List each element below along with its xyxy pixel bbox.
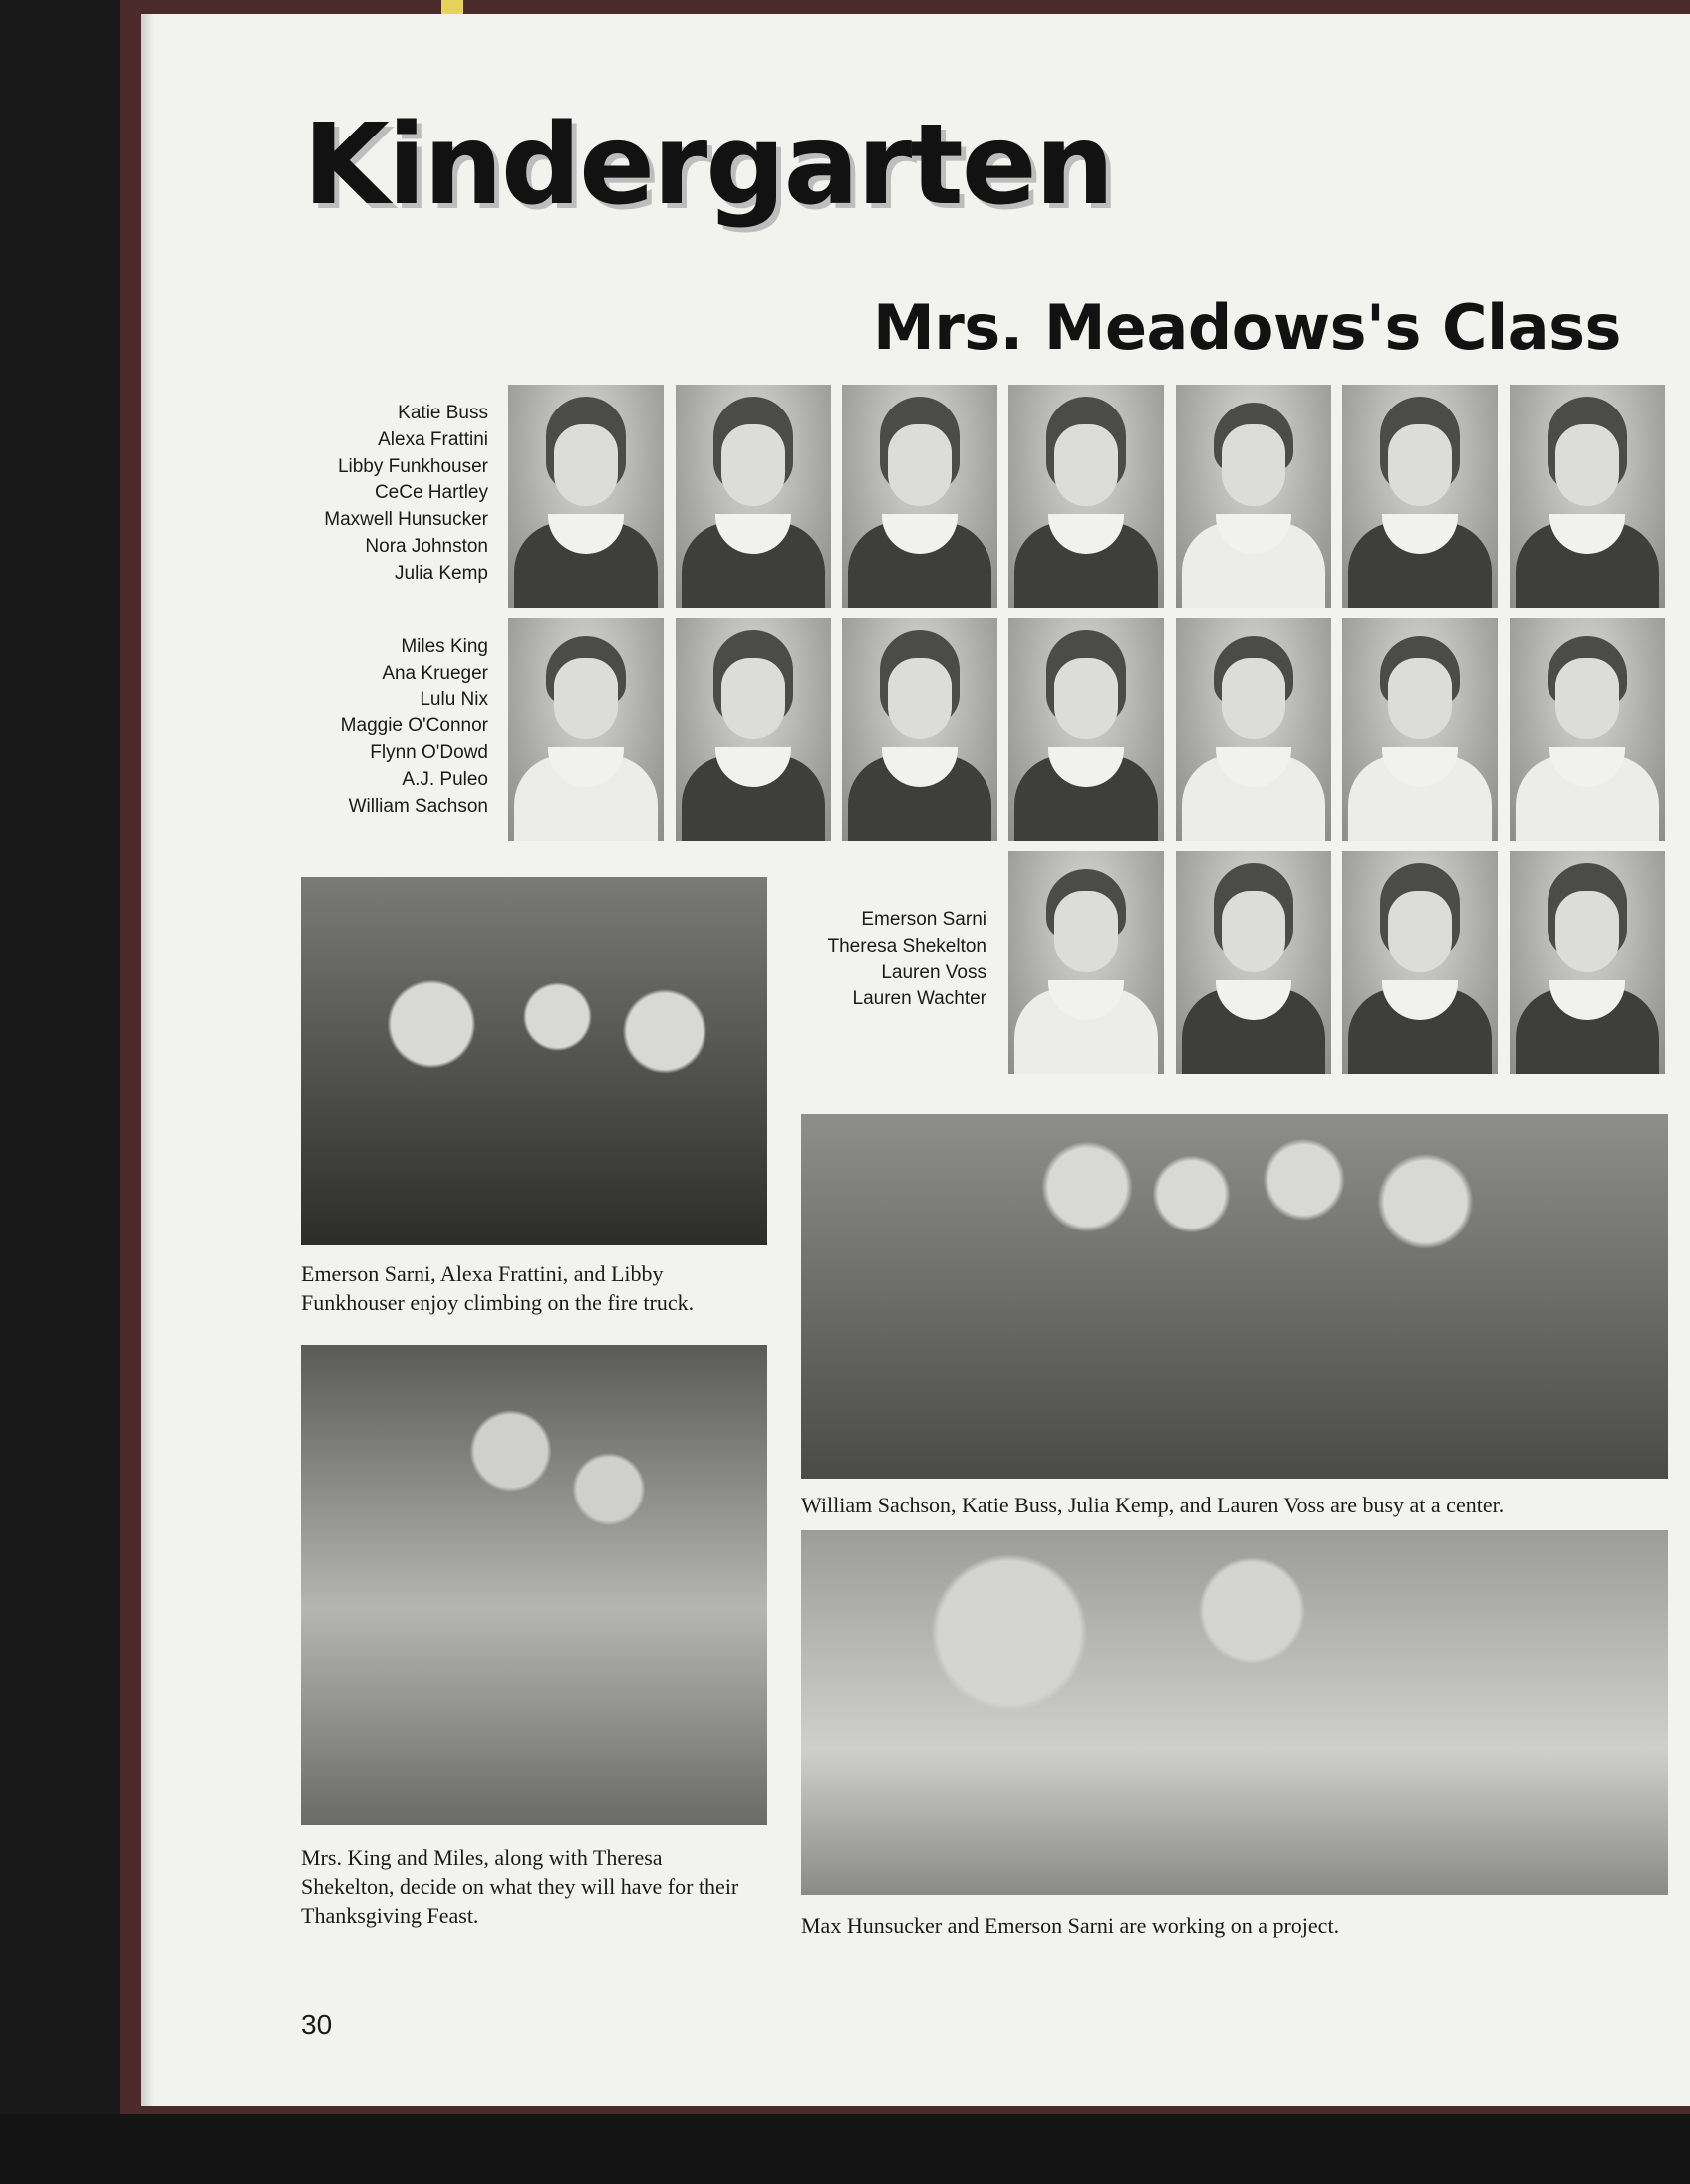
portrait-face [1388,658,1452,739]
fire-truck-caption: Emerson Sarni, Alexa Frattini, and Libby Funkhouser enjoy climbing on the fire truck. [301,1261,695,1315]
name-list-row-3 [757,907,986,1013]
student-portrait [842,385,997,608]
feast-caption: Mrs. King and Miles, along with Theresa Shekelton, decide on what they will have for their Thanksgiving Feast. [301,1845,739,1928]
student-name: Katie Buss [398,403,488,423]
learning-center-photo [801,1114,1668,1479]
student-name: Libby Funkhouser [337,455,488,477]
student-name: Julia Kemp [395,562,488,584]
portrait-face [1555,424,1619,506]
student-name: Theresa Shekelton [827,935,986,956]
portrait-face [888,658,952,739]
portrait-face [1054,891,1118,972]
portrait-face [1555,891,1619,972]
name-list-row-1 [259,401,488,588]
student-portrait [1176,385,1331,608]
portrait-face [1388,891,1452,972]
student-name: Ana Krueger [382,662,488,683]
student-portrait [1176,851,1331,1074]
student-portrait [676,618,831,841]
page-gutter [141,14,153,2106]
project-caption: Max Hunsucker and Emerson Sarni are working on a project. [801,1913,1340,1938]
student-name: Lulu Nix [420,688,488,710]
student-name: Miles King [401,636,488,657]
portrait-face [554,424,618,506]
portrait-face [1222,658,1285,739]
student-name: Alexa Frattini [378,428,488,450]
project-photo [801,1530,1668,1895]
student-name: Flynn O'Dowd [370,742,488,764]
portrait-face [1388,424,1452,506]
student-portrait [1008,385,1164,608]
student-portrait [1342,851,1498,1074]
scan-background-bottom [0,2114,1690,2184]
student-name: Emerson Sarni [861,909,986,930]
portrait-face [1054,658,1118,739]
fire-truck-photo [301,877,767,1245]
student-portrait [1510,851,1665,1074]
page-title: Kindergarten [303,101,1113,230]
student-name: CeCe Hartley [374,482,488,504]
portrait-face [721,424,785,506]
student-name: Lauren Voss [881,961,986,983]
student-portrait [842,618,997,841]
portrait-face [888,424,952,506]
student-portrait [1008,618,1164,841]
student-portrait [1342,618,1498,841]
portrait-face [1222,891,1285,972]
portrait-face [721,658,785,739]
thanksgiving-feast-photo [301,1345,767,1825]
student-name: Maxwell Hunsucker [324,509,488,531]
student-name: Lauren Wachter [852,988,986,1010]
student-name: Nora Johnston [365,535,488,557]
portrait-face [1222,424,1285,506]
student-portrait [508,385,664,608]
student-portrait [1342,385,1498,608]
student-portrait [1510,618,1665,841]
portrait-face [554,658,618,739]
student-portrait [1176,618,1331,841]
scan-background [0,0,120,2184]
name-list-row-2 [259,634,488,821]
page-number: 30 [301,2009,333,2040]
student-portrait [676,385,831,608]
student-name: A.J. Puleo [402,768,488,790]
center-caption: William Sachson, Katie Buss, Julia Kemp, and Lauren Voss are busy at a center. [801,1493,1505,1517]
class-subtitle: Mrs. Meadows's Class [873,291,1621,364]
student-portrait [1510,385,1665,608]
student-name: Maggie O'Connor [340,715,488,737]
portrait-face [1555,658,1619,739]
student-name: William Sachson [348,795,488,817]
student-portrait [508,618,664,841]
student-portrait [1008,851,1164,1074]
portrait-face [1054,424,1118,506]
